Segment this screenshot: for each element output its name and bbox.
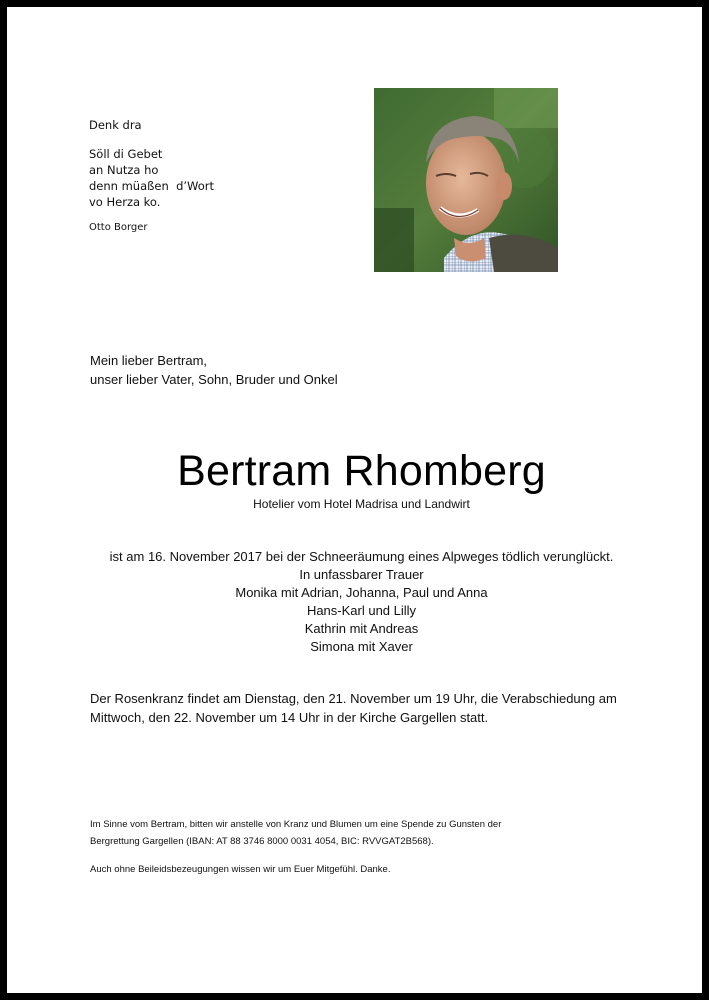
deceased-occupation: Hotelier vom Hotel Madrisa und Landwirt	[253, 497, 470, 511]
thanks-line: Auch ohne Beileidsbezeugungen wissen wir um Euer Mitgefühl. Danke.	[90, 864, 391, 875]
mourner-line: Hans-Karl und Lilly	[306, 603, 417, 618]
donation-line: Bergrettung Gargellen (IBAN: AT 88 3746 8000 0031 4054, BIC: RVVGAT2B568).	[90, 836, 434, 847]
poem	[89, 117, 214, 236]
funeral-details	[90, 689, 650, 727]
mourner-line: Simona mit Xaver	[310, 639, 413, 654]
poem-verse	[89, 146, 214, 210]
salutation-line: unser lieber Vater, Sohn, Bruder und Onkel	[90, 372, 338, 387]
poem-line: Söll di Gebet	[89, 147, 163, 161]
mourner-line: Kathrin mit Andreas	[304, 621, 419, 636]
funeral-line: Der Rosenkranz findet am Dienstag, den 21. November um 19 Uhr, die Verabschiedung am	[90, 691, 617, 706]
poem-line: vo Herza ko.	[89, 195, 161, 209]
funeral-line: Mittwoch, den 22. November um 14 Uhr in der Kirche Gargellen statt.	[90, 710, 489, 725]
announcement-line: In unfassbarer Trauer	[299, 567, 424, 582]
poem-line: denn müaßen d’Wort	[89, 179, 214, 193]
poem-intro: Denk dra	[89, 118, 142, 132]
donation-note	[90, 816, 650, 878]
donation-line: Im Sinne vom Bertram, bitten wir anstelle von Kranz und Blumen um eine Spende zu Gunsten der	[90, 819, 502, 830]
salutation-line: Mein lieber Bertram,	[90, 353, 208, 368]
poem-line: an Nutza ho	[89, 163, 159, 177]
death-announcement	[7, 548, 709, 656]
mourner-line: Monika mit Adrian, Johanna, Paul und Anna	[235, 585, 488, 600]
portrait-photo	[374, 88, 558, 272]
announcement-line: ist am 16. November 2017 bei der Schneeräumung eines Alpweges tödlich verunglückt.	[109, 549, 614, 564]
deceased-name: Bertram Rhomberg	[177, 447, 546, 495]
poem-author: Otto Borger	[89, 222, 148, 233]
salutation	[90, 351, 338, 389]
